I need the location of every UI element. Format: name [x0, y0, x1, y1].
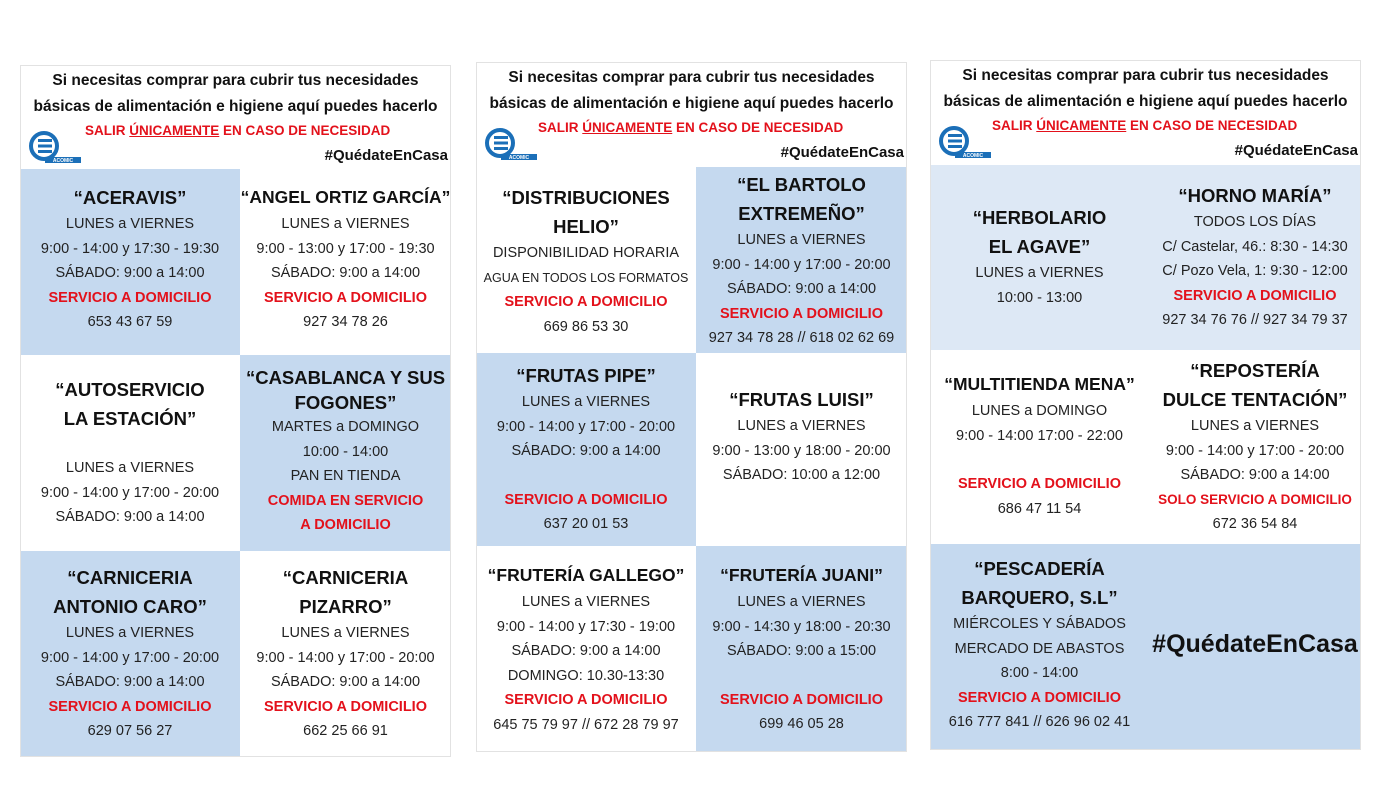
shop-name-line-1: “CARNICERIA: [67, 567, 193, 588]
delivery-label: SERVICIO A DOMICILIO: [48, 289, 212, 306]
shop-phone: 927 34 78 28 // 618 02 62 69: [708, 330, 895, 346]
shop-name-line-2: EXTREMEÑO”: [738, 203, 865, 224]
shop-days: LUNES a VIERNES: [65, 216, 195, 232]
shop-saturday: SÁBADO: 9:00 a 14:00: [1180, 467, 1330, 483]
shop-hours: 9:00 - 14:00 y 17:00 - 20:00: [496, 418, 676, 435]
shop-saturday: SÁBADO: 9:00 a 14:00: [270, 265, 421, 281]
shop-days: LUNES a VIERNES: [65, 625, 195, 641]
shop-days: LUNES a VIERNES: [521, 394, 651, 410]
shop-phone: 672 36 54 84: [1212, 516, 1298, 532]
delivery-label-line-2: A DOMICILIO: [300, 517, 391, 533]
shop-availability: DISPONIBILIDAD HORARIA: [492, 245, 680, 261]
shop-hours: 9:00 - 14:00 y 17:30 - 19:00: [496, 618, 676, 635]
shop-days: LUNES a DOMINGO: [971, 403, 1108, 419]
acomic-logo: [27, 130, 83, 166]
delivery-label-line-1: COMIDA EN SERVICIO: [267, 492, 424, 509]
panel-2-header: [476, 62, 907, 169]
warning-text: SALIR ÚNICAMENTE EN CASO DE NECESIDAD: [85, 123, 391, 138]
shop-phone: 637 20 01 53: [543, 516, 629, 532]
shop-saturday: SÁBADO: 9:00 a 14:00: [270, 674, 421, 690]
shop-name-line-2: LA ESTACIÓN”: [63, 408, 197, 429]
shop-days: LUNES a VIERNES: [737, 594, 866, 610]
shop-name-line-1: “EL BARTOLO: [737, 174, 866, 195]
header-line-2: básicas de alimentación e higiene aquí puedes hacerlo: [33, 98, 438, 115]
shop-hours: 9:00 - 14:00 y 17:30 - 19:30: [40, 240, 220, 257]
shop-hours: 10:00 - 14:00: [302, 443, 389, 460]
shop-saturday: SÁBADO: 9:00 a 14:00: [55, 509, 205, 525]
shop-name-line-2: BARQUERO, S.L”: [961, 587, 1118, 608]
shop-phone: 699 46 05 28: [759, 716, 844, 732]
shop-name-line-2: HELIO”: [553, 216, 619, 237]
hashtag-card: [1149, 544, 1361, 750]
shop-hours: 9:00 - 13:00 y 17:00 - 19:30: [256, 240, 435, 257]
big-hashtag: #QuédateEnCasa: [1152, 630, 1358, 658]
shop-name: “ANGEL ORTIZ GARCÍA”: [240, 187, 451, 207]
delivery-label: SERVICIO A DOMICILIO: [504, 692, 668, 708]
shop-days: MIÉRCOLES Y SÁBADOS: [953, 616, 1126, 632]
shop-saturday: SÁBADO: 9:00 a 14:00: [55, 265, 205, 281]
shop-card-fruteria-gallego: [476, 546, 696, 752]
header-line-2: básicas de alimentación e higiene aquí puedes hacerlo: [943, 93, 1348, 110]
shop-name: “FRUTAS LUISI”: [729, 389, 874, 410]
shop-saturday: SÁBADO: 9:00 a 14:00: [511, 443, 661, 459]
shop-card-multitienda-mena: [930, 350, 1149, 544]
panel-1: [20, 65, 451, 757]
panel-1-header: [20, 65, 451, 171]
shop-days: LUNES a VIERNES: [521, 594, 651, 610]
shop-location: MERCADO DE ABASTOS: [954, 640, 1125, 657]
panel-3: [930, 60, 1361, 750]
shop-days: MARTES a DOMINGO: [271, 419, 420, 435]
delivery-label: SERVICIO A DOMICILIO: [1173, 287, 1337, 304]
shop-days: LUNES a VIERNES: [65, 460, 195, 476]
acomic-logo: [483, 127, 539, 163]
shop-name-line-1: “CARNICERIA: [282, 567, 409, 588]
panel-3-header: [930, 60, 1361, 167]
shop-name-line-1: “HERBOLARIO: [972, 207, 1107, 228]
shop-name-line-2: PIZARRO”: [299, 596, 392, 617]
shop-name: “MULTITIENDA MENA”: [944, 374, 1135, 394]
panel-2: [476, 62, 907, 752]
shop-saturday: SÁBADO: 9:00 a 14:00: [55, 674, 205, 690]
header-hashtag: #QuédateEnCasa: [324, 147, 448, 164]
shop-days: LUNES a VIERNES: [737, 418, 866, 434]
shop-hours: 9:00 - 14:00 y 17:00 - 20:00: [712, 256, 891, 273]
shop-name-line-1: “PESCADERÍA: [974, 558, 1105, 579]
shop-name: “ACERAVIS”: [73, 187, 187, 208]
shop-name-line-1: “AUTOSERVICIO: [55, 379, 205, 400]
shop-hours: 9:00 - 14:00 y 17:00 - 20:00: [256, 649, 435, 666]
shop-card-herbolario-agave: [930, 165, 1149, 350]
shop-address-2: C/ Pozo Vela, 1: 9:30 - 12:00: [1162, 263, 1348, 279]
shop-phone: 662 25 66 91: [303, 723, 388, 739]
shop-extra: PAN EN TIENDA: [290, 468, 401, 484]
shop-phone: 645 75 79 97 // 672 28 79 97: [493, 716, 679, 733]
shop-days: LUNES a VIERNES: [737, 232, 866, 248]
logo-text: ACOMIC: [962, 153, 984, 159]
shop-name-line-1: “CASABLANCA Y SUS: [245, 367, 446, 388]
shop-card-carniceria-antonio-caro: [20, 551, 240, 757]
shop-card-angel-ortiz: [240, 169, 451, 355]
shop-days: LUNES a VIERNES: [975, 265, 1104, 281]
shop-hours: 8:00 - 14:00: [1000, 665, 1079, 681]
header-hashtag: #QuédateEnCasa: [1234, 142, 1358, 159]
shop-days: LUNES a VIERNES: [281, 216, 410, 232]
shop-name: “FRUTAS PIPE”: [516, 365, 656, 386]
shop-phone: 629 07 56 27: [87, 723, 173, 739]
shop-hours: 9:00 - 13:00 y 18:00 - 20:00: [712, 442, 891, 459]
shop-name: “HORNO MARÍA”: [1178, 185, 1332, 206]
warning-text: SALIR ÚNICAMENTE EN CASO DE NECESIDAD: [992, 118, 1298, 133]
shop-saturday: SÁBADO: 9:00 a 15:00: [726, 643, 877, 659]
shop-days: TODOS LOS DÍAS: [1193, 214, 1317, 230]
header-line-1: Si necesitas comprar para cubrir tus necesidades: [508, 69, 875, 86]
shop-name-line-2: FOGONES”: [294, 392, 397, 413]
shop-card-frutas-luisi: [696, 353, 907, 546]
shop-name-line-2: DULCE TENTACIÓN”: [1162, 389, 1348, 410]
shop-card-aceravis: [20, 169, 240, 355]
shop-extra: AGUA EN TODOS LOS FORMATOS: [483, 270, 689, 285]
shop-phone: 927 34 76 76 // 927 34 79 37: [1162, 312, 1348, 328]
shop-name: “FRUTERÍA GALLEGO”: [487, 565, 685, 585]
shop-phone: 616 777 841 // 626 96 02 41: [948, 714, 1131, 730]
logo-text: ACOMIC: [508, 155, 530, 161]
shop-hours: 10:00 - 13:00: [996, 289, 1083, 306]
shop-card-autoservicio-estacion: [20, 355, 240, 551]
header-line-1: Si necesitas comprar para cubrir tus necesidades: [52, 72, 419, 89]
delivery-label: SERVICIO A DOMICILIO: [263, 289, 427, 306]
shop-card-el-bartolo: [696, 167, 907, 353]
delivery-label: SERVICIO A DOMICILIO: [504, 294, 668, 310]
shop-saturday: SÁBADO: 10:00 a 12:00: [722, 467, 881, 483]
header-line-2: básicas de alimentación e higiene aquí puedes hacerlo: [489, 95, 894, 112]
header-hashtag: #QuédateEnCasa: [780, 144, 904, 161]
logo-text: ACOMIC: [52, 158, 74, 164]
shop-saturday: SÁBADO: 9:00 a 14:00: [511, 643, 661, 659]
shop-hours: 9:00 - 14:00 y 17:00 - 20:00: [1165, 442, 1345, 459]
shop-card-distribuciones-helio: [476, 167, 696, 353]
shop-name: “FRUTERÍA JUANI”: [720, 565, 883, 585]
delivery-label: SERVICIO A DOMICILIO: [957, 476, 1121, 492]
shop-days: LUNES a VIERNES: [281, 625, 410, 641]
shop-card-fruteria-juani: [696, 546, 907, 752]
shop-phone: 653 43 67 59: [87, 314, 173, 330]
shop-name-line-1: “REPOSTERÍA: [1190, 360, 1320, 381]
shop-card-horno-maria: [1149, 165, 1361, 350]
delivery-label: SERVICIO A DOMICILIO: [719, 691, 883, 708]
shop-days: LUNES a VIERNES: [1190, 418, 1320, 434]
delivery-label: SOLO SERVICIO A DOMICILIO: [1158, 491, 1352, 507]
delivery-label: SERVICIO A DOMICILIO: [719, 305, 883, 322]
shop-hours: 9:00 - 14:00 y 17:00 - 20:00: [40, 484, 220, 501]
shop-address-1: C/ Castelar, 46.: 8:30 - 14:30: [1162, 238, 1348, 255]
shop-hours: 9:00 - 14:00 17:00 - 22:00: [956, 427, 1123, 444]
shop-hours: 9:00 - 14:30 y 18:00 - 20:30: [712, 618, 891, 635]
delivery-label: SERVICIO A DOMICILIO: [957, 689, 1121, 706]
shop-name-line-1: “DISTRIBUCIONES: [502, 187, 670, 208]
shop-phone: 927 34 78 26: [303, 314, 388, 330]
shop-card-frutas-pipe: [476, 353, 696, 546]
delivery-label: SERVICIO A DOMICILIO: [504, 491, 668, 508]
warning-text: SALIR ÚNICAMENTE EN CASO DE NECESIDAD: [538, 120, 844, 135]
shop-sunday: DOMINGO: 10.30-13:30: [507, 667, 665, 684]
delivery-label: SERVICIO A DOMICILIO: [48, 698, 212, 715]
shop-hours: 9:00 - 14:00 y 17:00 - 20:00: [40, 649, 220, 666]
shop-phone: 686 47 11 54: [997, 500, 1082, 517]
header-line-1: Si necesitas comprar para cubrir tus necesidades: [962, 67, 1329, 84]
shop-name-line-2: EL AGAVE”: [988, 236, 1091, 257]
shop-card-carniceria-pizarro: [240, 551, 451, 757]
shop-saturday: SÁBADO: 9:00 a 14:00: [726, 281, 877, 297]
shop-name-line-2: ANTONIO CARO”: [53, 596, 207, 617]
shop-card-reposteria-dulce-tentacion: [1149, 350, 1361, 544]
shop-card-pescaderia-barquero: [930, 544, 1149, 750]
shop-card-casablanca: [240, 355, 451, 551]
shop-phone: 669 86 53 30: [543, 318, 629, 335]
acomic-logo: [937, 125, 993, 161]
delivery-label: SERVICIO A DOMICILIO: [263, 698, 427, 715]
